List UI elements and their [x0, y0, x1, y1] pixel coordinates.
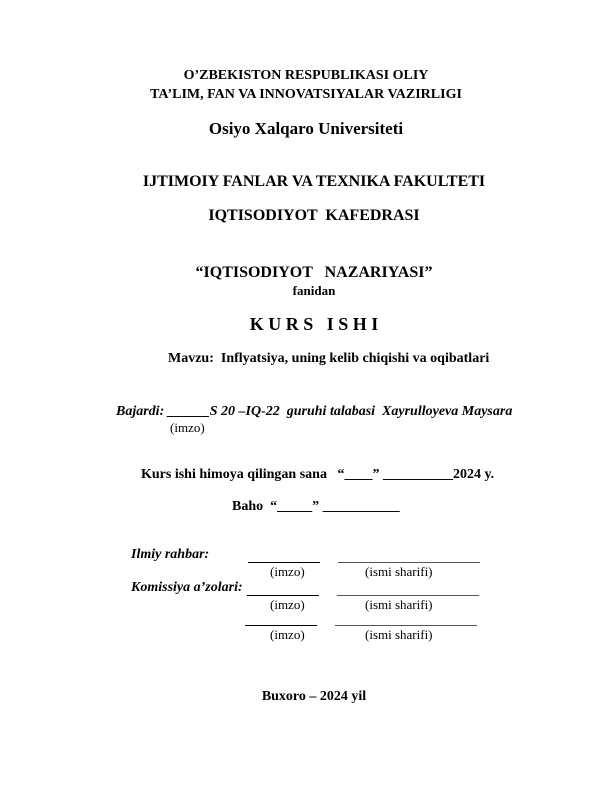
department-name: IQTISODIYOT KAFEDRASI: [208, 207, 420, 224]
ministry-line-2: TA’LIM, FAN VA INNOVATSIYALAR VAZIRLIGI: [150, 87, 462, 102]
author-label: Bajardi:: [116, 404, 165, 419]
supervisor-signature-line: [248, 562, 320, 563]
supervisor-label: Ilmiy rahbar:: [131, 547, 210, 562]
author-group: S 20 –IQ-22 guruhi talabasi Xayrulloyeva Maysara: [209, 404, 513, 419]
topic-line: [168, 351, 489, 367]
supervisor-signature-caption: (imzo): [270, 564, 305, 579]
city-year-footer: Buxoro – 2024 yil: [261, 689, 367, 704]
university-name: Osiyo Xalqaro Universiteti: [208, 119, 404, 138]
commission-2-name-line: [335, 625, 477, 626]
ministry-line-1: O’ZBEKISTON RESPUBLIKASI OLIY: [183, 68, 429, 83]
author-signature-caption: (imzo): [170, 420, 205, 435]
commission-2-signature-caption: (imzo): [270, 627, 305, 642]
commission-1-name-line: [337, 595, 479, 596]
supervisor-name-line: [338, 562, 480, 563]
author-line: [116, 404, 512, 420]
author-blank: ______: [167, 404, 210, 419]
faculty-name: IJTIMOIY FANLAR VA TEXNIKA FAKULTETI: [142, 173, 486, 190]
commission-label: Komissiya a’zolari:: [131, 580, 243, 595]
topic-value: Inflyatsiya, uning kelib chiqishi va oqibatlari: [220, 351, 490, 366]
commission-2-name-caption: (ismi sharifi): [365, 627, 433, 642]
subject-title: “IQTISODIYOT NAZARIYASI”: [195, 264, 433, 281]
topic-label: Mavzu:: [168, 351, 214, 366]
supervisor-name-caption: (ismi sharifi): [365, 564, 433, 579]
commission-1-signature-caption: (imzo): [270, 597, 305, 612]
commission-2-signature-line: [245, 625, 317, 626]
work-type-heading: K U R S I S H I: [249, 314, 379, 334]
commission-1-name-caption: (ismi sharifi): [365, 597, 433, 612]
grade-line: Baho “_____” ___________: [232, 499, 400, 514]
commission-1-signature-line: [247, 595, 319, 596]
subject-suffix: fanidan: [292, 283, 336, 298]
defense-date-line: Kurs ishi himoya qilingan sana “____” __________2024 y.: [141, 467, 495, 482]
